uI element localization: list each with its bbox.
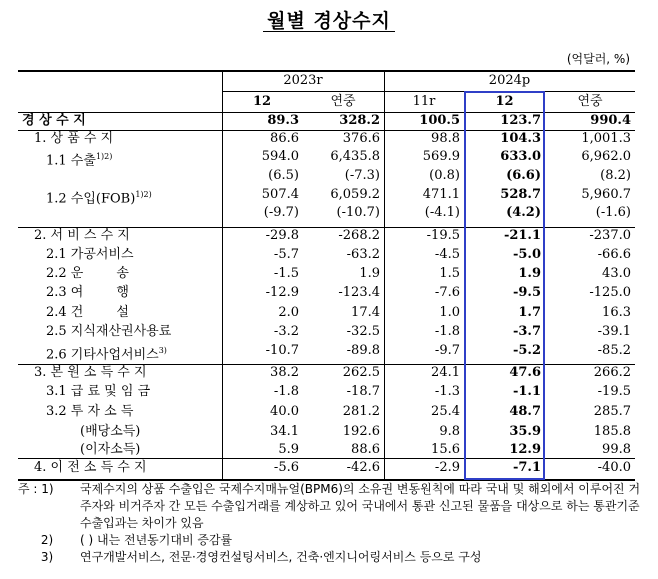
cell-value: 9.8 [439,424,460,439]
cell-value: (4.2) [506,205,541,220]
cell-value: (-10.7) [336,205,380,220]
cell-value: 25.4 [431,404,460,419]
cell-value: -1.1 [512,384,541,399]
page-title: 월별 경상수지 [267,10,391,32]
footnote-1 [18,481,643,532]
table-top-border [18,70,635,72]
cell-value: (0.8) [429,168,460,183]
cell-value: 1.5 [439,266,460,281]
cell-value: -2.9 [434,460,460,475]
cell-value: 594.0 [261,149,299,164]
cell-value: 6,962.0 [581,149,631,164]
cell-value: -29.8 [265,228,299,243]
cell-value: -1.8 [434,324,460,339]
cell-value: -21.1 [503,228,541,243]
footnote-ref: 1)2) [95,152,113,161]
cell-value: 17.4 [351,305,380,320]
cell-value: 1.0 [439,305,460,320]
cell-value: -123.4 [338,285,380,300]
cell-value: 1.9 [359,266,380,281]
cell-value: (-9.7) [263,205,299,220]
cell-value: (6.5) [268,168,299,183]
title-underline [263,31,395,32]
cell-value: -42.6 [346,460,380,475]
row-label: 3. 본 원 소 득 수 지 [34,365,147,380]
row-label: 2.6 기타사업서비스$^{3)}$ [46,346,167,363]
cell-value: 2.0 [278,305,299,320]
cell-value: -85.2 [597,343,631,358]
cell-value: -5.0 [512,247,541,262]
cell-value: -7.6 [434,285,460,300]
cell-value: (-1.6) [595,205,631,220]
cell-value: 89.3 [267,113,299,128]
row-label: 2.1 가공서비스 [46,247,134,262]
header-col-2024-12: 12 [495,94,514,109]
cell-value: 6,435.8 [330,149,380,164]
header-col-2023-12: 12 [252,94,272,109]
row-label: (이자소득) [80,442,141,457]
footnote-marker: 2) [18,533,54,547]
row-label: (배당소득) [80,424,141,439]
header-2023r: 2023r [283,73,323,88]
footnote-marker: 주 : 1) [18,482,54,496]
cell-value: (-4.1) [424,205,460,220]
header-col-2024-11: 11r [412,94,436,109]
cell-value: 88.6 [351,442,380,457]
cell-value: -1.8 [273,384,299,399]
cell-value: (-7.3) [344,168,380,183]
cell-value: -7.1 [512,460,541,475]
cell-value: 100.5 [419,113,460,128]
footnote-2 [18,532,643,549]
row-label: 1. 상 품 수 지 [34,131,114,146]
cell-value: -18.7 [346,384,380,399]
cell-value: 34.1 [270,424,299,439]
row-label: 4. 이 전 소 득 수 지 [34,460,147,475]
cell-value: 507.4 [261,187,299,202]
cell-value: -19.5 [426,228,460,243]
cell-value: 328.2 [339,113,380,128]
cell-value: 285.7 [593,404,631,419]
cell-value: -39.1 [597,324,631,339]
header-year-divider [222,91,635,92]
cell-value: 1.7 [518,305,541,320]
cell-value: -3.2 [273,324,299,339]
cell-value: -19.5 [597,384,631,399]
cell-value: (8.2) [600,168,631,183]
cell-value: -125.0 [589,285,631,300]
cell-value: 38.2 [270,365,299,380]
cell-value: -40.0 [597,460,631,475]
footnote-ref: 3) [158,346,167,355]
footnote-text: 연구개발서비스, 전문·경영컨설팅서비스, 건축·엔지니어링서비스 등으로 구성 [80,550,482,564]
cell-value: 266.2 [593,365,631,380]
footnote-text: ( ) 내는 전년동기대비 증감률 [80,533,233,547]
cell-value: 262.5 [342,365,380,380]
cell-value: -4.5 [434,247,460,262]
cell-value: -3.7 [512,324,541,339]
cell-value: -268.2 [338,228,380,243]
cell-value: -1.3 [434,384,460,399]
cell-value: -32.5 [346,324,380,339]
cell-value: 47.6 [509,365,541,380]
cell-value: 5.9 [278,442,299,457]
cell-value: 99.8 [602,442,631,457]
cell-value: 40.0 [270,404,299,419]
cell-value: 569.9 [422,149,460,164]
cell-value: 528.7 [500,187,541,202]
cell-value: (6.6) [506,168,541,183]
cell-value: 123.7 [500,113,541,128]
cell-value: 12.9 [509,442,541,457]
cell-value: -237.0 [589,228,631,243]
cell-value: -5.2 [512,343,541,358]
cell-value: 1.9 [518,266,541,281]
footnotes [18,481,643,566]
row-label: 2. 서 비 스 수 지 [34,228,130,243]
header-col-2024-annual: 연중 [577,94,603,109]
cell-value: 185.8 [593,424,631,439]
row-label: 2.5 지식재산권사용료 [46,324,172,339]
cell-value: 192.6 [342,424,380,439]
footnote-ref: 1)2) [135,190,152,199]
cell-value: 15.6 [431,442,460,457]
cell-value: 16.3 [602,305,631,320]
cell-value: 5,960.7 [581,187,631,202]
cell-value: 471.1 [422,187,460,202]
cell-value: -9.5 [512,285,541,300]
cell-value: 376.6 [342,131,380,146]
cell-value: 6,059.2 [330,187,380,202]
unit-label: (억달러, %) [566,52,630,66]
footnote-marker: 3) [18,550,54,564]
row-label: 1.1 수출$^{1)2)}$ [46,152,113,169]
cell-value: -5.6 [273,460,299,475]
row-label: 2.3 여 행 [46,285,129,300]
header-2024p: 2024p [488,73,531,88]
row-label: 1.2 수입(FOB)$^{1)2)}$ [46,190,152,207]
cell-value: 990.4 [590,113,631,128]
cell-value: 98.8 [431,131,460,146]
cell-value: -66.6 [597,247,631,262]
row-label: 경 상 수 지 [22,113,86,128]
cell-value: -10.7 [265,343,299,358]
cell-value: -89.8 [346,343,380,358]
cell-value: 24.1 [431,365,460,380]
cell-value: -63.2 [346,247,380,262]
cell-value: -1.5 [273,266,299,281]
cell-value: 104.3 [500,131,541,146]
footnote-3 [18,549,643,566]
cell-value: 1,001.3 [581,131,631,146]
cell-value: -12.9 [265,285,299,300]
cell-value: 35.9 [509,424,541,439]
row-label: 2.2 운 송 [46,266,129,281]
cell-value: -9.7 [434,343,460,358]
footnote-text: 국제수지의 상품 수출입은 국제수지매뉴얼(BPM6)의 소유권 변동원칙에 따라 국내 및 해외에서 이루어진 거주자와 비거주자 간 모든 수출입거래를 계상하고 있어 국내에서 통관 신고된 물품을 대상으로 하는 통관기준 수출입과는 차이가 있음 [80,482,641,530]
cell-value: 43.0 [602,266,631,281]
cell-value: 48.7 [509,404,541,419]
cell-value: 281.2 [342,404,380,419]
row-label: 3.1 급 료 및 임 금 [46,384,151,399]
cell-value: -5.7 [273,247,299,262]
cell-value: 86.6 [270,131,299,146]
row-label: 3.2 투 자 소 득 [46,404,134,419]
cell-value: 633.0 [500,149,541,164]
header-col-2023-annual: 연중 [330,94,356,109]
row-label: 2.4 건 설 [46,305,129,320]
